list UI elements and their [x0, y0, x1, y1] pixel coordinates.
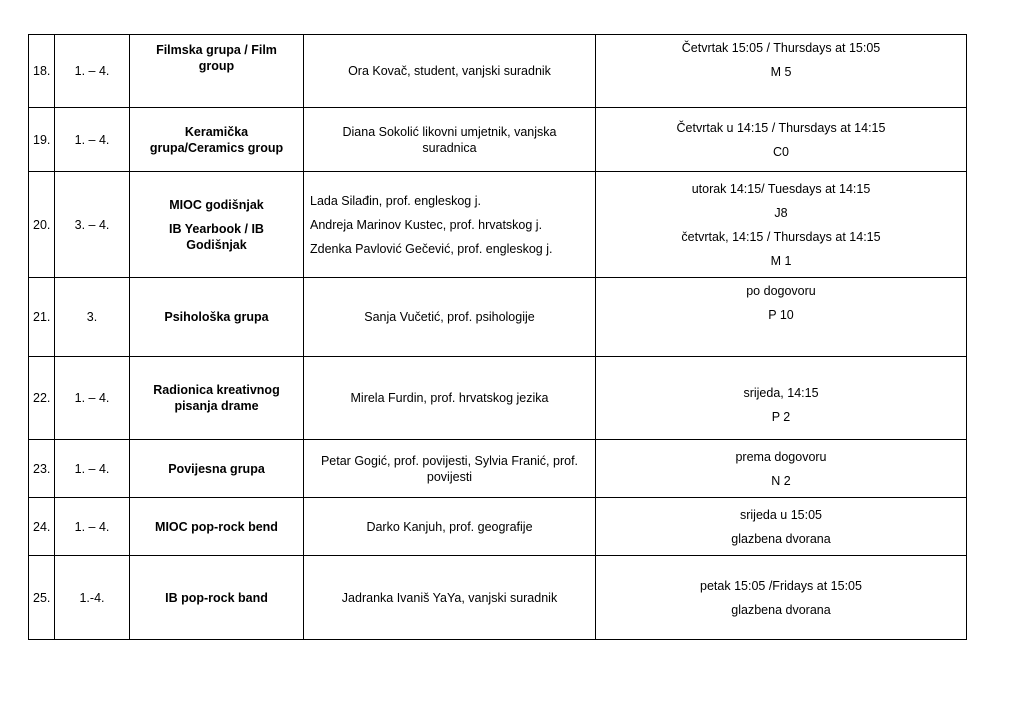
teacher-line: povijesti — [426, 469, 473, 484]
group-name-line: IB pop-rock band — [165, 590, 268, 605]
table-row — [29, 108, 967, 172]
schedule-room: P 2 — [771, 410, 791, 424]
schedule — [596, 278, 967, 357]
row-number: 18. — [29, 35, 55, 108]
group-name-line: Keramička — [184, 124, 249, 139]
group-name-line: IB Yearbook / IB — [169, 221, 264, 236]
table-row — [29, 357, 967, 440]
group-name — [130, 498, 304, 556]
schedule-room: M 5 — [770, 65, 792, 79]
group-name — [130, 556, 304, 640]
group-name-line: MIOC pop-rock bend — [155, 519, 278, 534]
group-name — [130, 108, 304, 172]
schedule-room: M 1 — [770, 253, 792, 268]
table-row — [29, 35, 967, 108]
row-number: 20. — [29, 172, 55, 278]
grade-range: 1. – 4. — [55, 498, 130, 556]
activities-table — [28, 34, 967, 640]
teacher-name — [304, 498, 596, 556]
row-number: 23. — [29, 440, 55, 498]
schedule-time: srijeda, 14:15 — [743, 386, 819, 400]
teacher-line: Darko Kanjuh, prof. geografije — [366, 519, 533, 534]
teacher-name — [304, 556, 596, 640]
schedule-time: srijeda u 15:05 — [739, 507, 822, 522]
table-row — [29, 440, 967, 498]
schedule-time: četvrtak, 14:15 / Thursdays at 14:15 — [681, 229, 881, 244]
teacher-name — [304, 278, 596, 357]
grade-range: 1. – 4. — [55, 357, 130, 440]
group-name — [130, 440, 304, 498]
group-name-line: Radionica kreativnog — [153, 383, 280, 397]
grade-range: 3. — [55, 278, 130, 357]
teacher-name — [304, 35, 596, 108]
teacher-line: Petar Gogić, prof. povijesti, Sylvia Franić, prof. — [320, 453, 579, 468]
table-row — [29, 556, 967, 640]
group-name-line: Psihološka grupa — [164, 310, 269, 324]
group-name-line: group — [198, 59, 235, 73]
group-name-line: Povijesna grupa — [168, 461, 265, 476]
teacher-line: suradnica — [422, 140, 477, 155]
group-name — [130, 35, 304, 108]
schedule — [596, 357, 967, 440]
group-name-line: grupa/Ceramics group — [149, 140, 284, 155]
schedule-room: P 10 — [768, 308, 794, 322]
row-number: 22. — [29, 357, 55, 440]
schedule-time: petak 15:05 /Fridays at 15:05 — [700, 578, 862, 593]
group-name — [130, 172, 304, 278]
teacher-line: Andreja Marinov Kustec, prof. hrvatskog j. — [310, 217, 543, 232]
teacher-line: Jadranka Ivaniš YaYa, vanjski suradnik — [341, 590, 558, 605]
teacher-line: Zdenka Pavlović Gečević, prof. engleskog j. — [310, 241, 553, 256]
schedule-room: C0 — [773, 144, 789, 159]
group-name-line: pisanja drame — [174, 399, 259, 413]
teacher-line: Diana Sokolić likovni umjetnik, vanjska — [342, 124, 557, 139]
schedule-time: prema dogovoru — [735, 449, 827, 464]
schedule-room: glazbena dvorana — [731, 602, 831, 617]
row-number: 24. — [29, 498, 55, 556]
group-name-line: Filmska grupa / Film — [156, 43, 277, 57]
group-name-line: MIOC godišnjak — [169, 197, 264, 212]
grade-range: 1. – 4. — [55, 440, 130, 498]
schedule-time: Četvrtak u 14:15 / Thursdays at 14:15 — [676, 120, 886, 135]
row-number: 25. — [29, 556, 55, 640]
row-number: 21. — [29, 278, 55, 357]
schedule — [596, 35, 967, 108]
schedule-time: Četvrtak 15:05 / Thursdays at 15:05 — [681, 41, 881, 55]
schedule-room: J8 — [774, 205, 788, 220]
schedule — [596, 172, 967, 278]
group-name — [130, 278, 304, 357]
teacher-name — [304, 108, 596, 172]
row-number: 19. — [29, 108, 55, 172]
schedule-time: utorak 14:15/ Tuesdays at 14:15 — [691, 181, 871, 196]
teacher-line: Lada Silađin, prof. engleskog j. — [310, 193, 481, 208]
schedule-room: glazbena dvorana — [731, 531, 831, 546]
grade-range: 1.-4. — [55, 556, 130, 640]
teacher-name — [304, 357, 596, 440]
schedule — [596, 556, 967, 640]
schedule-time: po dogovoru — [746, 284, 816, 298]
teacher-line: Mirela Furdin, prof. hrvatskog jezika — [350, 391, 549, 405]
table-row — [29, 278, 967, 357]
schedule — [596, 108, 967, 172]
teacher-name — [304, 440, 596, 498]
table-row — [29, 172, 967, 278]
teacher-line: Sanja Vučetić, prof. psihologije — [364, 310, 535, 324]
grade-range: 1. – 4. — [55, 35, 130, 108]
teacher-name — [304, 172, 596, 278]
group-name — [130, 357, 304, 440]
schedule — [596, 440, 967, 498]
group-name-line: Godišnjak — [186, 237, 247, 252]
grade-range: 3. – 4. — [55, 172, 130, 278]
grade-range: 1. – 4. — [55, 108, 130, 172]
teacher-line: Ora Kovač, student, vanjski suradnik — [348, 64, 551, 78]
schedule-room: N 2 — [771, 473, 791, 488]
table-row — [29, 498, 967, 556]
schedule — [596, 498, 967, 556]
